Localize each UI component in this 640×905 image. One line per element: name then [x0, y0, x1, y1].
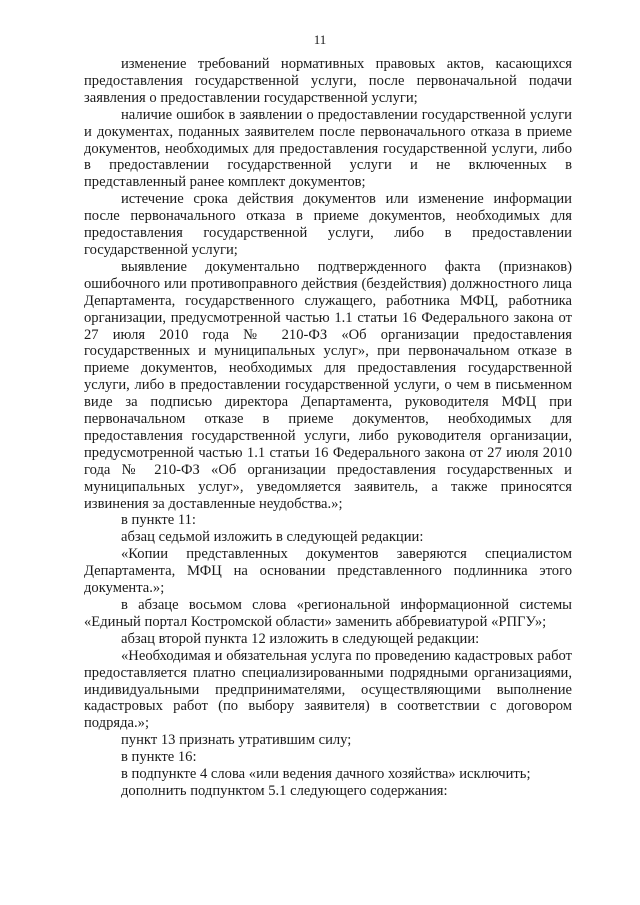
paragraph: «Копии представленных документов заверяются специалистом Департамента, МФЦ на основании представленного подлинника этого документа.»; — [84, 546, 572, 597]
paragraph: наличие ошибок в заявлении о предоставлении государственной услуги и документах, поданных заявителем после первоначального отказа в приеме документов, необходимых для предоставления государственной услуги, либо в предоставлении государственной услуги и не включенных в представленный ранее комплект документов; — [84, 106, 572, 191]
paragraph: дополнить подпунктом 5.1 следующего содержания: — [121, 782, 448, 799]
paragraph: истечение срока действия документов или изменение информации после первоначального отказа в приеме документов, необходимых для предоставления государственной услуги, либо в предоставлении государственной услуги; — [84, 191, 572, 258]
page-number: 11 — [313, 32, 327, 47]
paragraph: в абзаце восьмом слова «региональной информационной системы «Единый портал Костромской области» заменить аббревиатурой «РПГУ»; — [84, 597, 572, 630]
document-body — [84, 56, 572, 800]
paragraph: в подпункте 4 слова «или ведения дачного хозяйства» исключить; — [121, 766, 531, 783]
paragraph: в пункте 11: — [121, 512, 196, 529]
paragraph: «Необходимая и обязательная услуга по проведению кадастровых работ предоставляется платно специализированными подрядными организациями, индивидуальными предпринимателями, осуществляющими выполнение кадастровых работ (по выбору заявителя) в соответствии с договором подряда.»; — [84, 647, 572, 732]
paragraph: в пункте 16: — [121, 749, 197, 766]
paragraph: выявление документально подтвержденного факта (признаков) ошибочного или противоправного действия (бездействия) должностного лица Департамента, государственного служащего, работника МФЦ, работника организации, предусмотренной частью 1.1 статьи 16 Федерального закона от 27 июля 2010 года № 210-ФЗ «Об организации предоставления государственных и муниципальных услуг», при первоначальном отказе в приеме документов, необходимых для предоставления государственной услуги, либо в предоставлении государственной услуги, о чем в письменном виде за подписью директора Департамента, руководителя МФЦ при первоначальном отказе в приеме документов, необходимых для предоставления государственной услуги, либо руководителя организации, предусмотренной частью 1.1 статьи 16 Федерального закона от 27 июля 2010 года № 210-ФЗ «Об организации предоставления государственных и муниципальных услуг», уведомляется заявитель, а также приносятся извинения за доставленные неудобства.»; — [84, 258, 572, 512]
paragraph: абзац седьмой изложить в следующей редакции: — [121, 529, 424, 546]
paragraph: пункт 13 признать утратившим силу; — [121, 732, 352, 749]
paragraph: изменение требований нормативных правовых актов, касающихся предоставления государственной услуги, после первоначальной подачи заявления о предоставлении государственной услуги; — [84, 56, 572, 106]
paragraph: абзац второй пункта 12 изложить в следующей редакции: — [121, 630, 480, 647]
